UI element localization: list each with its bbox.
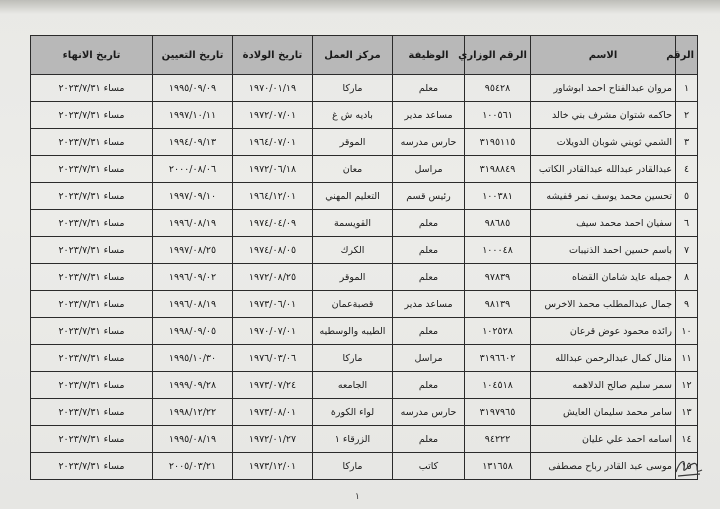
cell-birth-date: ١٩٧٣/٠٧/٢٤: [233, 372, 313, 399]
cell-birth-date: ١٩٦٤/٠٧/٠١: [233, 129, 313, 156]
cell-ministry-no: ٩٥٤٢٨: [465, 75, 531, 102]
cell-num: ١٥: [676, 453, 698, 480]
cell-workplace: الموقر: [313, 264, 393, 291]
table-header-row: [31, 36, 698, 75]
cell-end-date: مساء ٢٠٢٣/٧/٣١: [31, 345, 153, 372]
cell-name: رائده محمود عوض قرعان: [531, 318, 676, 345]
cell-end-date: مساء ٢٠٢٣/٧/٣١: [31, 291, 153, 318]
cell-workplace: التعليم المهني: [313, 183, 393, 210]
cell-ministry-no: ٣١٩٨٨٤٩: [465, 156, 531, 183]
cell-job: معلم: [393, 318, 465, 345]
cell-job: مساعد مدير: [393, 291, 465, 318]
table-row: [31, 210, 698, 237]
cell-appoint-date: ١٩٩٥/٠٩/٠٩: [153, 75, 233, 102]
cell-birth-date: ١٩٧٢/٠٦/١٨: [233, 156, 313, 183]
cell-birth-date: ١٩٧٢/٠١/٢٧: [233, 426, 313, 453]
cell-end-date: مساء ٢٠٢٣/٧/٣١: [31, 264, 153, 291]
cell-birth-date: ١٩٦٤/١٢/٠١: [233, 183, 313, 210]
cell-birth-date: ١٩٧٦/٠٣/٠٦: [233, 345, 313, 372]
header-num: الرقم: [676, 36, 698, 75]
cell-end-date: مساء ٢٠٢٣/٧/٣١: [31, 210, 153, 237]
page-number: ١: [355, 492, 360, 502]
cell-name: جمال عبدالمطلب محمد الاخرس: [531, 291, 676, 318]
cell-num: ١: [676, 75, 698, 102]
cell-workplace: ماركا: [313, 75, 393, 102]
cell-end-date: مساء ٢٠٢٣/٧/٣١: [31, 453, 153, 480]
cell-job: معلم: [393, 426, 465, 453]
table-row: [31, 183, 698, 210]
cell-end-date: مساء ٢٠٢٣/٧/٣١: [31, 102, 153, 129]
table-row: [31, 75, 698, 102]
page-shadow: [0, 0, 720, 14]
cell-name: الشمي ثويني شوبان الدويلات: [531, 129, 676, 156]
cell-job: معلم: [393, 75, 465, 102]
cell-workplace: الطيبه والوسطيه: [313, 318, 393, 345]
cell-name: حاكمه شتوان مشرف بني خالد: [531, 102, 676, 129]
cell-appoint-date: ١٩٩٨/١٢/٢٢: [153, 399, 233, 426]
cell-ministry-no: ٣١٩٦٦٠٢: [465, 345, 531, 372]
cell-birth-date: ١٩٧٣/١٢/٠١: [233, 453, 313, 480]
cell-ministry-no: ١٠٤٥١٨: [465, 372, 531, 399]
cell-workplace: لواء الكورة: [313, 399, 393, 426]
header-ministry-no: الرقم الوزاري: [465, 36, 531, 75]
cell-end-date: مساء ٢٠٢٣/٧/٣١: [31, 75, 153, 102]
cell-end-date: مساء ٢٠٢٣/٧/٣١: [31, 183, 153, 210]
cell-workplace: القويسمة: [313, 210, 393, 237]
employees-table: [30, 35, 698, 480]
cell-name: تحسين محمد يوسف نمر قفيشه: [531, 183, 676, 210]
cell-name: سفيان احمد محمد سيف: [531, 210, 676, 237]
cell-num: ٩: [676, 291, 698, 318]
cell-ministry-no: ١٠٠٥٦١: [465, 102, 531, 129]
cell-birth-date: ١٩٧٠/٠٧/٠١: [233, 318, 313, 345]
cell-end-date: مساء ٢٠٢٣/٧/٣١: [31, 399, 153, 426]
cell-num: ١١: [676, 345, 698, 372]
cell-ministry-no: ٣١٩٧٩٦٥: [465, 399, 531, 426]
table-row: [31, 291, 698, 318]
cell-num: ٣: [676, 129, 698, 156]
cell-workplace: ماركا: [313, 345, 393, 372]
cell-num: ٥: [676, 183, 698, 210]
cell-ministry-no: ٣١٩٥١١٥: [465, 129, 531, 156]
cell-name: اسامه احمد علي عليان: [531, 426, 676, 453]
table-row: [31, 453, 698, 480]
cell-num: ١٣: [676, 399, 698, 426]
cell-birth-date: ١٩٧٣/٠٦/٠١: [233, 291, 313, 318]
table-row: [31, 102, 698, 129]
cell-ministry-no: ١٣١٦٥٨: [465, 453, 531, 480]
cell-job: حارس مدرسه: [393, 399, 465, 426]
cell-job: حارس مدرسه: [393, 129, 465, 156]
cell-appoint-date: ٢٠٠٥/٠٣/٢١: [153, 453, 233, 480]
cell-job: مساعد مدير: [393, 102, 465, 129]
cell-end-date: مساء ٢٠٢٣/٧/٣١: [31, 129, 153, 156]
cell-job: معلم: [393, 210, 465, 237]
cell-appoint-date: ١٩٩٧/٠٩/١٠: [153, 183, 233, 210]
table-row: [31, 264, 698, 291]
cell-end-date: مساء ٢٠٢٣/٧/٣١: [31, 426, 153, 453]
cell-job: مراسل: [393, 156, 465, 183]
header-workplace: مركز العمل: [313, 36, 393, 75]
table-row: [31, 345, 698, 372]
cell-birth-date: ١٩٧٢/٠٨/٢٥: [233, 264, 313, 291]
cell-name: منال كمال عبدالرحمن عبدالله: [531, 345, 676, 372]
table-row: [31, 318, 698, 345]
cell-workplace: الموقر: [313, 129, 393, 156]
table-row: [31, 237, 698, 264]
cell-appoint-date: ١٩٩٩/٠٩/٢٨: [153, 372, 233, 399]
table-row: [31, 426, 698, 453]
cell-ministry-no: ٩٨١٣٩: [465, 291, 531, 318]
cell-workplace: الجامعه: [313, 372, 393, 399]
cell-num: ١٤: [676, 426, 698, 453]
cell-name: سمر سليم صالح الدلاهمه: [531, 372, 676, 399]
cell-end-date: مساء ٢٠٢٣/٧/٣١: [31, 237, 153, 264]
cell-birth-date: ١٩٧٢/٠٧/٠١: [233, 102, 313, 129]
cell-end-date: مساء ٢٠٢٣/٧/٣١: [31, 318, 153, 345]
cell-appoint-date: ٢٠٠٠/٠٨/٠٦: [153, 156, 233, 183]
header-end-date: تاريخ الانهاء: [31, 36, 153, 75]
cell-appoint-date: ١٩٩٨/٠٩/٠٥: [153, 318, 233, 345]
header-appoint-date: تاريخ التعيين: [153, 36, 233, 75]
cell-workplace: معان: [313, 156, 393, 183]
cell-name: باسم حسين احمد الذنيبات: [531, 237, 676, 264]
cell-birth-date: ١٩٧٤/٠٨/٠٥: [233, 237, 313, 264]
cell-end-date: مساء ٢٠٢٣/٧/٣١: [31, 156, 153, 183]
cell-appoint-date: ١٩٩٦/٠٨/١٩: [153, 291, 233, 318]
cell-appoint-date: ١٩٩٤/٠٩/١٣: [153, 129, 233, 156]
cell-name: موسى عبد القادر رباح مصطفى: [531, 453, 676, 480]
cell-ministry-no: ١٠٠٠٤٨: [465, 237, 531, 264]
cell-appoint-date: ١٩٩٦/٠٨/١٩: [153, 210, 233, 237]
cell-appoint-date: ١٩٩٧/٠٨/٢٥: [153, 237, 233, 264]
cell-birth-date: ١٩٧٣/٠٨/٠١: [233, 399, 313, 426]
cell-name: مروان عبدالفتاح احمد ابوشاور: [531, 75, 676, 102]
cell-workplace: باديه ش غ: [313, 102, 393, 129]
signature-mark: [672, 452, 706, 480]
cell-workplace: الكرك: [313, 237, 393, 264]
cell-appoint-date: ١٩٩٥/٠٨/١٩: [153, 426, 233, 453]
cell-num: ٨: [676, 264, 698, 291]
cell-num: ١٠: [676, 318, 698, 345]
cell-name: سامر محمد سليمان العايش: [531, 399, 676, 426]
cell-num: ٤: [676, 156, 698, 183]
cell-name: جميله عايد شامان القضاه: [531, 264, 676, 291]
cell-workplace: الزرقاء ١: [313, 426, 393, 453]
cell-num: ٧: [676, 237, 698, 264]
cell-ministry-no: ١٠٠٣٨١: [465, 183, 531, 210]
cell-job: مراسل: [393, 345, 465, 372]
cell-birth-date: ١٩٧٠/٠١/١٩: [233, 75, 313, 102]
cell-ministry-no: ٩٤٢٢٢: [465, 426, 531, 453]
cell-end-date: مساء ٢٠٢٣/٧/٣١: [31, 372, 153, 399]
cell-ministry-no: ١٠٢٥٢٨: [465, 318, 531, 345]
header-birth-date: تاريخ الولادة: [233, 36, 313, 75]
cell-ministry-no: ٩٧٨٣٩: [465, 264, 531, 291]
cell-ministry-no: ٩٨٦٨٥: [465, 210, 531, 237]
cell-job: معلم: [393, 264, 465, 291]
table-row: [31, 129, 698, 156]
header-job: الوظيفة: [393, 36, 465, 75]
cell-job: كاتب: [393, 453, 465, 480]
table-row: [31, 372, 698, 399]
cell-num: ٦: [676, 210, 698, 237]
cell-appoint-date: ١٩٩٦/٠٩/٠٢: [153, 264, 233, 291]
cell-workplace: قصبةعمان: [313, 291, 393, 318]
cell-name: عبدالقادر عبدالله عبدالقادر الكاتب: [531, 156, 676, 183]
cell-job: معلم: [393, 372, 465, 399]
table-row: [31, 399, 698, 426]
cell-birth-date: ١٩٧٤/٠٤/٠٩: [233, 210, 313, 237]
cell-num: ٢: [676, 102, 698, 129]
cell-appoint-date: ١٩٩٥/١٠/٣٠: [153, 345, 233, 372]
header-name: الاسم: [531, 36, 676, 75]
cell-appoint-date: ١٩٩٧/١٠/١١: [153, 102, 233, 129]
table-row: [31, 156, 698, 183]
cell-job: معلم: [393, 237, 465, 264]
cell-workplace: ماركا: [313, 453, 393, 480]
cell-num: ١٢: [676, 372, 698, 399]
cell-job: رئيس قسم: [393, 183, 465, 210]
